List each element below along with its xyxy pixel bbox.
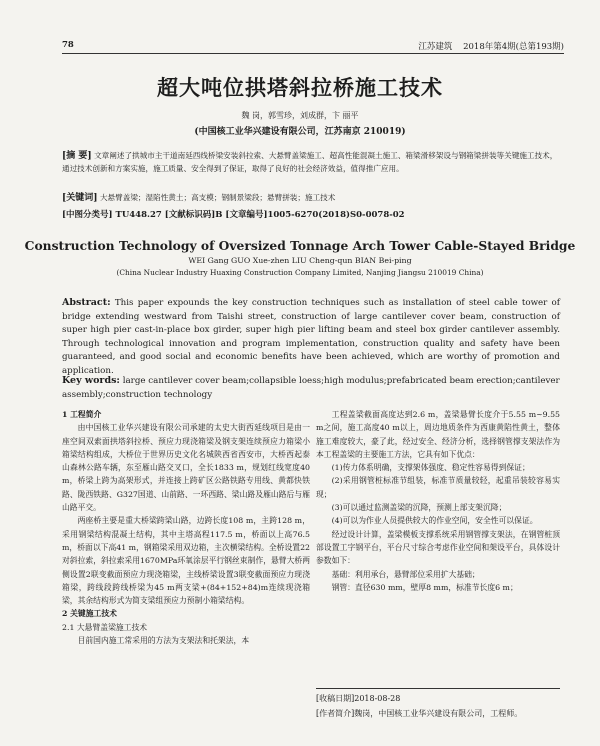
- keywords-cn: [62, 192, 560, 205]
- journal-info: [410, 40, 564, 52]
- english-keywords: [62, 374, 560, 402]
- abstract-cn: [62, 150, 560, 175]
- author-intro: [作者简介]魏岗，中国核工业华兴建设有限公司，工程师。: [316, 709, 523, 718]
- section-heading-1: 1 工程简介: [62, 410, 102, 419]
- english-abstract-label: Abstract:: [62, 297, 111, 308]
- page-number: 78: [62, 40, 74, 50]
- body-column-right: [316, 408, 560, 594]
- english-affiliation: (China Nuclear Industry Huaxing Construction Company Limited, Nanjing Jiangsu 210019 China): [116, 268, 484, 277]
- english-keywords-text: large cantilever cover beam;collapsible loess;high modulus;prefabricated beam erection;cantilever assembly;construction technology: [62, 376, 560, 400]
- body-column-left: [62, 408, 310, 647]
- running-header: [62, 40, 564, 54]
- list-item: (3)可以通过监测盖梁的沉降，预测上部支架沉降；: [331, 503, 507, 513]
- list-item: (4)可以为作业人员提供较大的作业空间，安全性可以保证。: [331, 516, 538, 526]
- footnote: [316, 688, 560, 721]
- journal-name: 江苏建筑: [418, 42, 453, 52]
- subsection-heading-2-1: 2.1 大悬臂盖梁施工技术: [62, 622, 148, 632]
- affiliation-cn: (中国核工业华兴建设有限公司，江苏南京 210019): [194, 127, 406, 137]
- classification-line: [中图分类号] TU448.27 [文献标识码]B [文章编号]1005-6270(2018)S0-0078-02: [62, 210, 405, 220]
- paragraph: 工程盖梁截面高度达到2.6 m，盖梁悬臂长度介于5.55 m~9.55 m之间，施工高度40 m以上，周边地质条件为西康黄陷性黄土，整体施工难度较大，豪了此，经过安全、经济分析，选择钢管撑支架法作为本工程盖梁的主要施工方法，它具有如下优点：: [316, 410, 560, 459]
- abstract-cn-text: 文章阐述了拱城市主干道南延西线桥梁安装斜拉索、大悬臂盖梁施工、超高性能混凝土施工、箱梁滑移架设与钢箱梁拼装等关键施工技术，通过技术创新和方案实施，施工质量、安全得到了保证，取得了良好的社会经济效益，值得推广应用。: [62, 151, 558, 173]
- english-keywords-label: Key words:: [62, 375, 120, 386]
- paragraph: 基础：利用承台，悬臂部位采用扩大基础；: [331, 569, 480, 579]
- section-heading-2: 2 关键施工技术: [62, 609, 117, 619]
- english-abstract: [62, 296, 560, 379]
- paragraph: 经过设计计算，盖梁模板支撑系统采用钢管撑支架法，在钢管桩顶部设置工字钢平台，平台尺寸综合考虑作业空间和架设平台，具体设计参数如下：: [316, 529, 560, 566]
- article-title: 超大吨位拱塔斜拉桥施工技术: [157, 75, 443, 100]
- authors-cn: 魏 岗，郭雪珍，刘成群，卞 丽平: [241, 111, 359, 120]
- received-date: [收稿日期]2018-08-28: [316, 694, 401, 703]
- paragraph: 目前国内施工常采用的方法为支架法和托架法，本: [77, 636, 250, 646]
- english-abstract-text: This paper expounds the key construction techniques such as installation of steel cable tower of bridge extending westward from Taishi street, construction of large cantilever cover beam, construction of super high pier cast-in-place box girder, super high pier lifting beam and steel box girder cantilever assembly. Through technological innovation and program implementation, construction quality and safety have been guaranteed, and good social and economic benefits have been achieved, which are worthy of promotion and application.: [62, 298, 560, 376]
- paragraph: 钢管：直径630 mm，壁厚8 mm，标准节长度6 m；: [331, 582, 518, 592]
- list-item: (1)传力体系明确，支撑架体强度、稳定性容易得到保证；: [331, 463, 530, 473]
- list-item: (2)采用钢管桩标准节组装，标准节质量较轻，起重吊装较容易实现；: [316, 476, 560, 499]
- keywords-cn-text: 大悬臂盖梁；湿陷性黄土；高支模；钢制景梁段；悬臂拼装；施工技术: [99, 193, 336, 202]
- abstract-cn-label: [摘 要]: [62, 151, 92, 161]
- journal-issue: 2018年第4期(总第193期): [463, 42, 564, 52]
- paragraph: 两座桥主要是重大桥梁跨梁山路，边跨长度108 m，主跨128 m，采用钢梁结构混凝土结构，其中主塔高程117.5 m，桥面以上高76.5 m，桥面以下高41 m，钢箱梁采用双边箱，主次横梁结构。全桥设置22对斜拉索，斜拉索采用1670MPa环氧涂层平行钢丝束制作，悬臂大桥两侧设置2联变截面预应力现浇箱梁，主线桥梁设置3联变截面预应力现浇箱梁，跨线段跨线桥梁为45 m两支梁+(84+152+84)m连续现浇箱梁，其余结构形式为简支梁组预应力预制小箱梁结构。: [62, 516, 310, 606]
- paragraph: 由中国核工业华兴建设有限公司承建的太史大街西延线项目是由一座空间双索面拱塔斜拉桥、预应力现浇箱梁及钢支架连续预应力箱梁小箱梁结构组成，大桥位于世界历史文化名城陕西省西安市，大桥西起泰山森林公路车辆，东至雁山路交叉口，全长1833 m，规划红线宽度40 m，桥梁上跨为高架形式，并连接上跨矿区公路铁路专用线、黄都快铁路、陇西铁路、G327国道、山前路、一环西路、梁山路及雁山路后与雁山路平交。: [62, 423, 310, 513]
- keywords-cn-label: [关键词]: [62, 193, 98, 203]
- english-authors: WEI Gang GUO Xue-zhen LIU Cheng-qun BIAN Bei-ping: [188, 256, 412, 265]
- english-title: Construction Technology of Oversized Tonnage Arch Tower Cable-Stayed Bridge: [24, 238, 576, 253]
